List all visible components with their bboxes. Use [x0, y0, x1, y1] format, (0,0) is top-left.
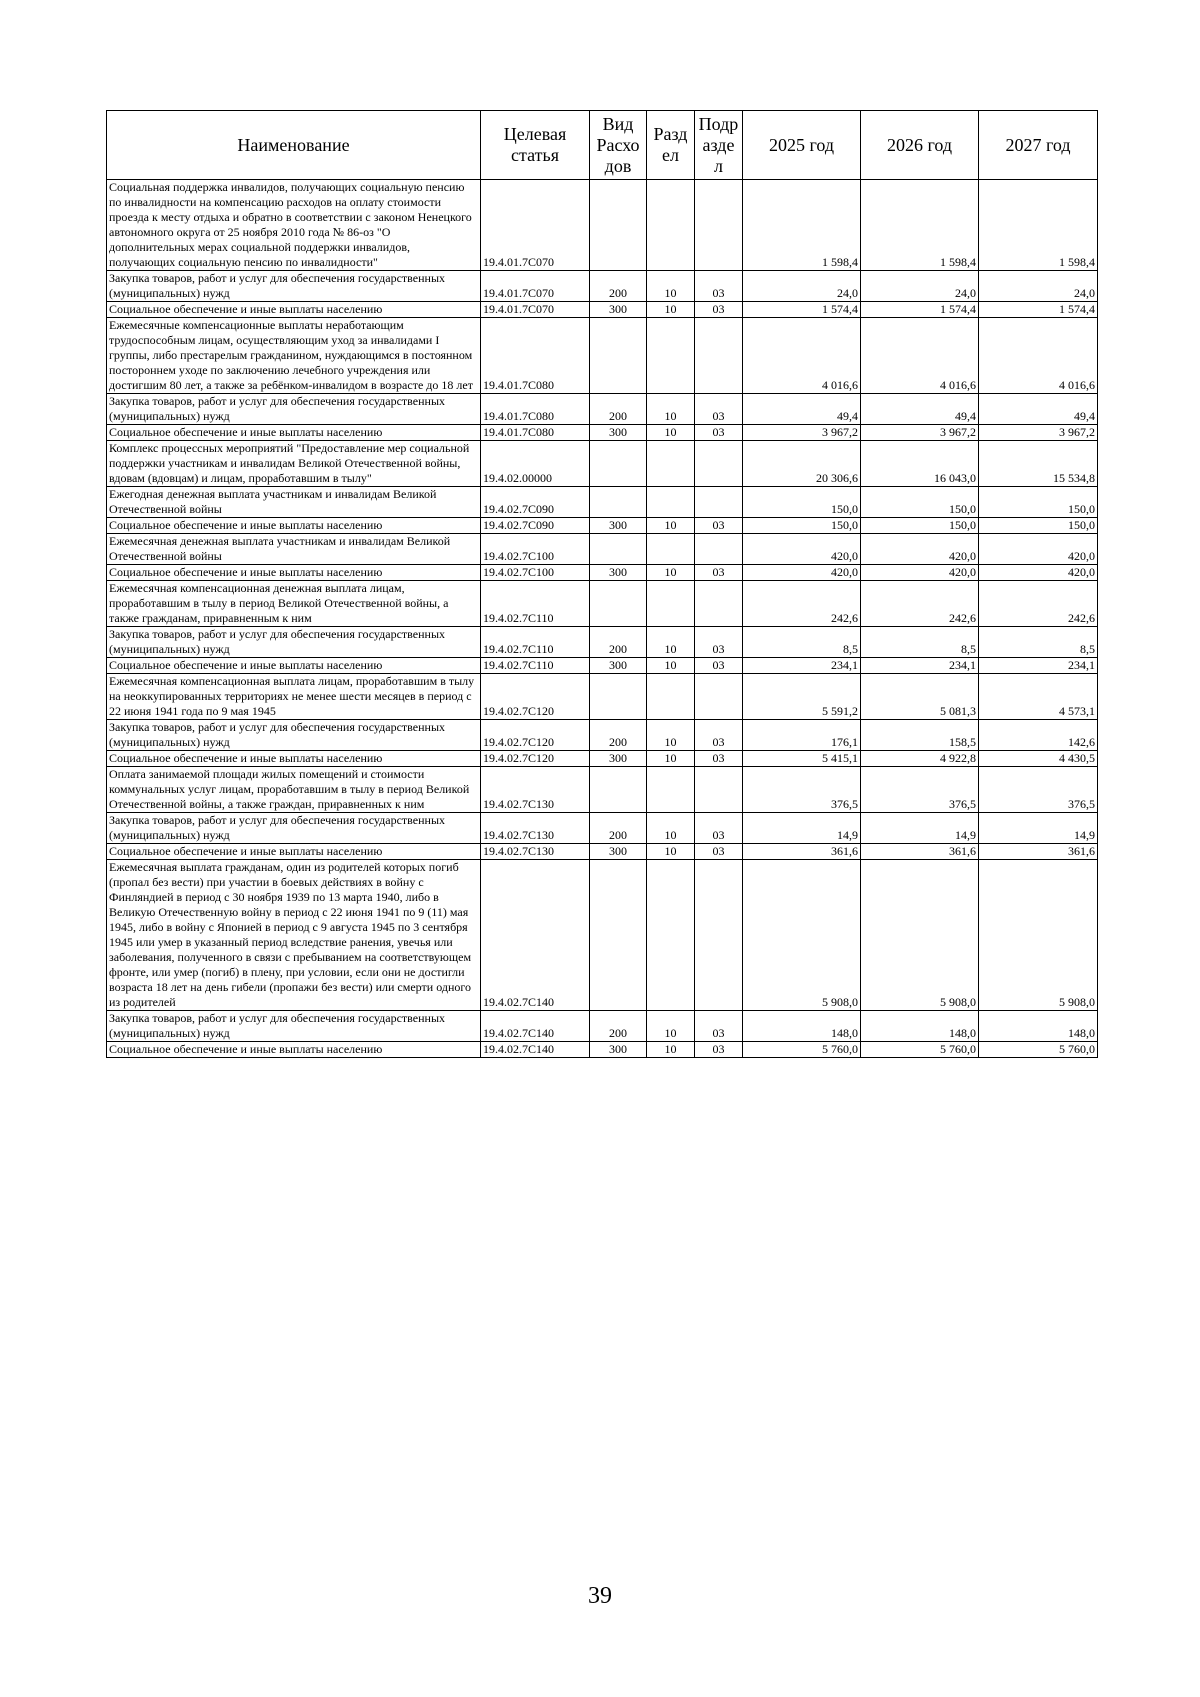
row-amount-2025: 3 967,2 [743, 425, 861, 441]
row-target-article: 19.4.02.7С120 [481, 751, 590, 767]
row-amount-2027: 142,6 [979, 720, 1098, 751]
row-amount-2027: 420,0 [979, 534, 1098, 565]
row-amount-2025: 376,5 [743, 767, 861, 813]
row-target-article: 19.4.02.7С110 [481, 627, 590, 658]
row-name: Ежемесячная компенсационная выплата лицам, проработавшим в тылу на неоккупированных территориях не менее шести месяцев в период с 22 июня 1941 года по 9 мая 1945 [107, 674, 481, 720]
row-section: 10 [647, 751, 695, 767]
table-row [107, 180, 1098, 271]
row-name: Ежемесячная компенсационная денежная выплата лицам, проработавшим в тылу в период Великой Отечественной войны, а также гражданам, приравненным к ним [107, 581, 481, 627]
table-row [107, 860, 1098, 1011]
row-name: Комплекс процессных мероприятий "Предоставление мер социальной поддержки участникам и инвалидам Великой Отечественной войны, вдовам (вдовцам) и лицам, проработавшим в тылу" [107, 441, 481, 487]
row-expense-type: 300 [590, 1042, 647, 1058]
row-section: 10 [647, 1011, 695, 1042]
row-amount-2027: 3 967,2 [979, 425, 1098, 441]
row-amount-2027: 5 760,0 [979, 1042, 1098, 1058]
row-target-article: 19.4.01.7С080 [481, 318, 590, 394]
row-section: 10 [647, 302, 695, 318]
row-amount-2026: 150,0 [861, 487, 979, 518]
row-expense-type [590, 581, 647, 627]
table-row [107, 318, 1098, 394]
row-amount-2027: 8,5 [979, 627, 1098, 658]
row-section: 10 [647, 425, 695, 441]
row-amount-2027: 5 908,0 [979, 860, 1098, 1011]
row-amount-2025: 20 306,6 [743, 441, 861, 487]
row-name: Социальное обеспечение и иные выплаты населению [107, 565, 481, 581]
table-row [107, 751, 1098, 767]
row-target-article: 19.4.02.7С100 [481, 565, 590, 581]
row-subsection: 03 [695, 627, 743, 658]
row-name: Социальное обеспечение и иные выплаты населению [107, 751, 481, 767]
row-amount-2026: 242,6 [861, 581, 979, 627]
row-subsection [695, 581, 743, 627]
row-section: 10 [647, 394, 695, 425]
row-amount-2025: 4 016,6 [743, 318, 861, 394]
row-target-article: 19.4.02.7С110 [481, 581, 590, 627]
row-expense-type [590, 860, 647, 1011]
table-header-row [107, 111, 1098, 180]
row-target-article: 19.4.02.7С140 [481, 1011, 590, 1042]
header-year-2026: 2026 год [861, 111, 979, 180]
row-name: Закупка товаров, работ и услуг для обеспечения государственных (муниципальных) нужд [107, 720, 481, 751]
row-amount-2026: 150,0 [861, 518, 979, 534]
row-subsection [695, 534, 743, 565]
row-section [647, 767, 695, 813]
row-target-article: 19.4.01.7С080 [481, 394, 590, 425]
row-subsection: 03 [695, 720, 743, 751]
row-amount-2025: 420,0 [743, 565, 861, 581]
row-section [647, 487, 695, 518]
table-body [107, 180, 1098, 1058]
row-expense-type [590, 534, 647, 565]
row-section: 10 [647, 813, 695, 844]
row-target-article: 19.4.02.00000 [481, 441, 590, 487]
row-subsection [695, 860, 743, 1011]
row-amount-2026: 158,5 [861, 720, 979, 751]
row-section [647, 581, 695, 627]
row-target-article: 19.4.01.7С080 [481, 425, 590, 441]
row-amount-2027: 242,6 [979, 581, 1098, 627]
row-amount-2027: 148,0 [979, 1011, 1098, 1042]
row-amount-2025: 234,1 [743, 658, 861, 674]
table-row [107, 425, 1098, 441]
row-name: Оплата занимаемой площади жилых помещений и стоимости коммунальных услуг лицам, проработавшим в тылу в период Великой Отечественной войны, а также граждан, приравненных к ним [107, 767, 481, 813]
header-name: Наименование [107, 111, 481, 180]
row-expense-type [590, 180, 647, 271]
row-amount-2025: 1 574,4 [743, 302, 861, 318]
row-expense-type [590, 318, 647, 394]
table-row [107, 441, 1098, 487]
row-section: 10 [647, 518, 695, 534]
row-target-article: 19.4.02.7С140 [481, 1042, 590, 1058]
table-row [107, 487, 1098, 518]
row-amount-2027: 1 574,4 [979, 302, 1098, 318]
row-target-article: 19.4.02.7С120 [481, 674, 590, 720]
row-amount-2026: 8,5 [861, 627, 979, 658]
row-subsection: 03 [695, 1042, 743, 1058]
table-row [107, 565, 1098, 581]
table-row [107, 581, 1098, 627]
table-row [107, 720, 1098, 751]
row-amount-2025: 5 415,1 [743, 751, 861, 767]
header-year-2027: 2027 год [979, 111, 1098, 180]
row-amount-2027: 150,0 [979, 487, 1098, 518]
row-expense-type [590, 441, 647, 487]
table-row [107, 394, 1098, 425]
row-expense-type: 200 [590, 627, 647, 658]
row-amount-2027: 234,1 [979, 658, 1098, 674]
row-amount-2025: 361,6 [743, 844, 861, 860]
row-amount-2025: 242,6 [743, 581, 861, 627]
row-expense-type: 300 [590, 751, 647, 767]
row-section: 10 [647, 658, 695, 674]
row-amount-2027: 1 598,4 [979, 180, 1098, 271]
row-subsection: 03 [695, 751, 743, 767]
row-amount-2025: 8,5 [743, 627, 861, 658]
table-row [107, 813, 1098, 844]
row-amount-2027: 150,0 [979, 518, 1098, 534]
table-row [107, 767, 1098, 813]
row-amount-2025: 5 591,2 [743, 674, 861, 720]
row-subsection [695, 441, 743, 487]
row-amount-2026: 148,0 [861, 1011, 979, 1042]
row-name: Социальная поддержка инвалидов, получающих социальную пенсию по инвалидности на компенсацию расходов на оплату стоимости проезда к месту отдыха и обратно в соответствии с законом Ненецкого автономного округа от 25 ноября 2010 года № 86-оз "О дополнительных мерах социальной поддержки инвалидов, получающих социальную пенсию по инвалидности" [107, 180, 481, 271]
row-name: Ежемесячные компенсационные выплаты неработающим трудоспособным лицам, осуществляющим уход за инвалидами I группы, либо престарелым гражданином, нуждающимся в постоянном постороннем уходе по заключению лечебного учреждения или достигшим 80 лет, а также за ребёнком-инвалидом в возрасте до 18 лет [107, 318, 481, 394]
row-name: Социальное обеспечение и иные выплаты населению [107, 518, 481, 534]
row-name: Ежемесячная выплата гражданам, один из родителей которых погиб (пропал без вести) при участии в боевых действиях в войну с Финляндией в период с 30 ноября 1939 по 13 марта 1940, либо в Великую Отечественную войну в период с 22 июня 1941 по 9 (11) мая 1945, либо в войну с Японией в период с 9 августа 1945 по 3 сентября 1945 или умер в указанный период вследствие ранения, увечья или заболевания, полученного в связи с пребыванием на соответствующем фронте, или умер (погиб) в плену, при условии, если они не достигли возраста 18 лет на день гибели (пропажи без вести) или смерти одного из родителей [107, 860, 481, 1011]
row-amount-2026: 4 016,6 [861, 318, 979, 394]
row-name: Закупка товаров, работ и услуг для обеспечения государственных (муниципальных) нужд [107, 627, 481, 658]
row-name: Закупка товаров, работ и услуг для обеспечения государственных (муниципальных) нужд [107, 271, 481, 302]
row-target-article: 19.4.01.7С070 [481, 302, 590, 318]
budget-table [106, 110, 1098, 1058]
table-row [107, 1011, 1098, 1042]
table-row [107, 534, 1098, 565]
row-section: 10 [647, 627, 695, 658]
row-amount-2026: 5 908,0 [861, 860, 979, 1011]
row-amount-2026: 1 598,4 [861, 180, 979, 271]
row-expense-type: 300 [590, 658, 647, 674]
row-amount-2026: 5 081,3 [861, 674, 979, 720]
row-amount-2026: 420,0 [861, 534, 979, 565]
row-section: 10 [647, 844, 695, 860]
row-section [647, 180, 695, 271]
row-target-article: 19.4.02.7С100 [481, 534, 590, 565]
table-row [107, 674, 1098, 720]
row-expense-type [590, 674, 647, 720]
row-expense-type: 200 [590, 813, 647, 844]
row-amount-2026: 234,1 [861, 658, 979, 674]
header-year-2025: 2025 год [743, 111, 861, 180]
row-amount-2025: 14,9 [743, 813, 861, 844]
row-expense-type: 300 [590, 844, 647, 860]
row-name: Ежегодная денежная выплата участникам и инвалидам Великой Отечественной войны [107, 487, 481, 518]
table-row [107, 627, 1098, 658]
row-amount-2025: 49,4 [743, 394, 861, 425]
row-expense-type: 300 [590, 518, 647, 534]
row-section: 10 [647, 720, 695, 751]
row-target-article: 19.4.01.7С070 [481, 180, 590, 271]
row-subsection: 03 [695, 271, 743, 302]
row-name: Социальное обеспечение и иные выплаты населению [107, 1042, 481, 1058]
row-subsection: 03 [695, 425, 743, 441]
row-subsection [695, 487, 743, 518]
row-subsection: 03 [695, 844, 743, 860]
row-name: Социальное обеспечение и иные выплаты населению [107, 844, 481, 860]
row-section: 10 [647, 565, 695, 581]
row-amount-2026: 376,5 [861, 767, 979, 813]
row-amount-2026: 49,4 [861, 394, 979, 425]
row-amount-2026: 16 043,0 [861, 441, 979, 487]
table-row [107, 844, 1098, 860]
row-subsection: 03 [695, 813, 743, 844]
row-subsection: 03 [695, 302, 743, 318]
row-name: Социальное обеспечение и иные выплаты населению [107, 425, 481, 441]
row-amount-2025: 150,0 [743, 487, 861, 518]
row-section [647, 318, 695, 394]
row-amount-2025: 176,1 [743, 720, 861, 751]
row-amount-2025: 5 908,0 [743, 860, 861, 1011]
row-name: Закупка товаров, работ и услуг для обеспечения государственных (муниципальных) нужд [107, 813, 481, 844]
row-amount-2027: 15 534,8 [979, 441, 1098, 487]
row-expense-type: 300 [590, 565, 647, 581]
row-target-article: 19.4.02.7С140 [481, 860, 590, 1011]
row-subsection [695, 318, 743, 394]
row-expense-type: 200 [590, 1011, 647, 1042]
row-amount-2026: 3 967,2 [861, 425, 979, 441]
row-amount-2025: 5 760,0 [743, 1042, 861, 1058]
row-amount-2027: 14,9 [979, 813, 1098, 844]
page-number: 39 [588, 1583, 612, 1609]
row-subsection: 03 [695, 518, 743, 534]
row-amount-2026: 24,0 [861, 271, 979, 302]
table-row [107, 1042, 1098, 1058]
row-name: Ежемесячная денежная выплата участникам и инвалидам Великой Отечественной войны [107, 534, 481, 565]
row-section: 10 [647, 1042, 695, 1058]
row-amount-2026: 361,6 [861, 844, 979, 860]
row-expense-type: 300 [590, 302, 647, 318]
header-subsection: Подр азде л [695, 111, 743, 180]
row-amount-2027: 24,0 [979, 271, 1098, 302]
row-expense-type: 200 [590, 394, 647, 425]
row-subsection [695, 767, 743, 813]
row-expense-type: 200 [590, 720, 647, 751]
row-target-article: 19.4.02.7С090 [481, 487, 590, 518]
row-amount-2027: 361,6 [979, 844, 1098, 860]
row-amount-2027: 376,5 [979, 767, 1098, 813]
row-target-article: 19.4.02.7С130 [481, 813, 590, 844]
row-target-article: 19.4.02.7С120 [481, 720, 590, 751]
row-amount-2026: 1 574,4 [861, 302, 979, 318]
row-name: Закупка товаров, работ и услуг для обеспечения государственных (муниципальных) нужд [107, 1011, 481, 1042]
row-amount-2025: 420,0 [743, 534, 861, 565]
row-target-article: 19.4.02.7С130 [481, 767, 590, 813]
row-subsection: 03 [695, 565, 743, 581]
table-row [107, 518, 1098, 534]
row-name: Социальное обеспечение и иные выплаты населению [107, 302, 481, 318]
row-subsection [695, 674, 743, 720]
row-amount-2025: 148,0 [743, 1011, 861, 1042]
row-expense-type [590, 487, 647, 518]
row-amount-2025: 150,0 [743, 518, 861, 534]
table-row [107, 658, 1098, 674]
row-target-article: 19.4.01.7С070 [481, 271, 590, 302]
row-target-article: 19.4.02.7С130 [481, 844, 590, 860]
row-amount-2026: 14,9 [861, 813, 979, 844]
row-target-article: 19.4.02.7С090 [481, 518, 590, 534]
row-amount-2025: 24,0 [743, 271, 861, 302]
row-section [647, 674, 695, 720]
row-subsection: 03 [695, 658, 743, 674]
row-section [647, 860, 695, 1011]
row-expense-type [590, 767, 647, 813]
row-expense-type: 200 [590, 271, 647, 302]
row-amount-2027: 420,0 [979, 565, 1098, 581]
header-expense-type: Вид Расхо дов [590, 111, 647, 180]
table-row [107, 271, 1098, 302]
row-expense-type: 300 [590, 425, 647, 441]
row-section: 10 [647, 271, 695, 302]
table-row [107, 302, 1098, 318]
row-subsection: 03 [695, 394, 743, 425]
row-amount-2026: 4 922,8 [861, 751, 979, 767]
row-subsection: 03 [695, 1011, 743, 1042]
row-amount-2027: 49,4 [979, 394, 1098, 425]
row-name: Закупка товаров, работ и услуг для обеспечения государственных (муниципальных) нужд [107, 394, 481, 425]
row-section [647, 441, 695, 487]
row-amount-2027: 4 573,1 [979, 674, 1098, 720]
row-amount-2026: 5 760,0 [861, 1042, 979, 1058]
row-amount-2027: 4 430,5 [979, 751, 1098, 767]
header-target-article: Целевая статья [481, 111, 590, 180]
row-section [647, 534, 695, 565]
row-target-article: 19.4.02.7С110 [481, 658, 590, 674]
row-amount-2026: 420,0 [861, 565, 979, 581]
row-name: Социальное обеспечение и иные выплаты населению [107, 658, 481, 674]
row-amount-2027: 4 016,6 [979, 318, 1098, 394]
row-amount-2025: 1 598,4 [743, 180, 861, 271]
header-section: Разд ел [647, 111, 695, 180]
row-subsection [695, 180, 743, 271]
